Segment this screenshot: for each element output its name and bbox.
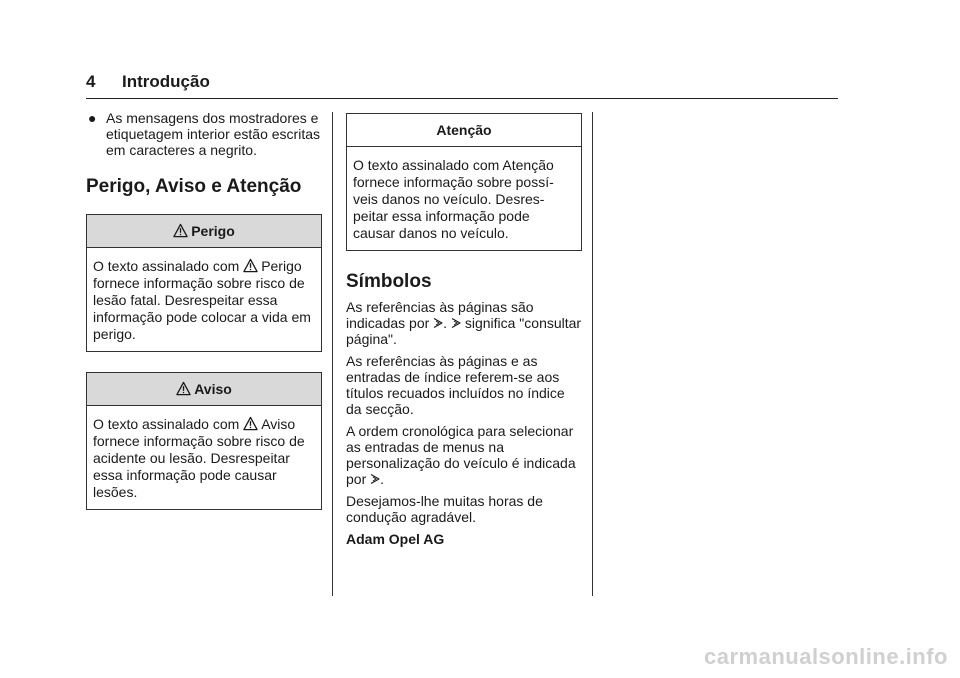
column-divider-1 [332,112,333,596]
simbolos-paragraph-2: As referências às páginas e as entradas de índice referem-se aos títulos recuados incluídos no índice da secção. [346,353,565,417]
page-reference-arrow-icon [370,473,380,485]
simbolos-p1-after: significa "consultar página". [346,315,582,347]
aviso-text-before: O texto assinalado com [93,416,244,432]
aviso-box-body [87,406,321,509]
simbolos-p3-after: . [380,471,385,487]
page-number: 4 [86,72,96,91]
aviso-box [86,372,322,510]
section-title: Introdução [122,72,210,91]
bullet-dot: ● [88,110,97,126]
page-reference-arrow-icon [433,317,443,329]
section-heading-perigo: Perigo, Aviso e Atenção [86,176,302,197]
simbolos-paragraph-4: Desejamos-lhe muitas horas de condução agradável. [346,493,543,525]
simbolos-paragraph-1 [346,299,582,347]
aviso-text-after: fornece informação sobre risco de acidente ou lesão. Desrespeitar essa informação pode causar lesões. [93,433,305,500]
simbolos-p1-before: As referências às páginas são indicadas por [346,299,534,331]
simbolos-p3-before: A ordem cronológica para selecionar as entradas de menus na personalização do veículo é indicada por [346,423,576,487]
watermark: carmanualsonline.info [704,644,948,669]
header-divider [86,98,838,99]
page-reference-arrow-icon [451,317,461,329]
warning-triangle-icon [243,416,258,431]
perigo-box [86,214,322,352]
aviso-box-title: Aviso [194,381,232,397]
column-left [86,110,322,510]
warning-triangle-icon [173,223,188,238]
warning-triangle-icon [176,381,191,396]
simbolos-p1-mid: . [443,315,451,331]
perigo-text-after: fornece informação sobre risco de lesão fatal. Desrespeitar essa informação pode colocar a vida em perigo. [93,275,311,342]
section-heading-simbolos: Símbolos [346,271,432,292]
column-divider-2 [592,112,593,596]
perigo-box-body [87,248,321,351]
intro-bullet-text: As mensagens dos mostradores e etiquetagem interior estão escritas em caracteres a negrito. [106,110,320,158]
intro-bullet [86,110,322,158]
perigo-box-title: Perigo [191,223,235,239]
aviso-box-header [87,373,321,406]
atencao-box-header: Atenção [347,114,581,147]
simbolos-paragraph-3 [346,423,582,487]
column-middle [346,110,582,547]
atencao-box [346,113,582,251]
atencao-box-body: O texto assinalado com Atenção fornece informação sobre possí-veis danos no veículo. Desres-peitar essa informação pode causar danos no veículo. [353,157,554,241]
page-header [86,72,210,92]
aviso-text-keyword: Aviso [261,416,296,432]
perigo-text-keyword: Perigo [261,258,302,274]
warning-triangle-icon [243,258,258,273]
perigo-text-before: O texto assinalado com [93,258,244,274]
signature: Adam Opel AG [346,531,445,547]
perigo-box-header [87,215,321,248]
